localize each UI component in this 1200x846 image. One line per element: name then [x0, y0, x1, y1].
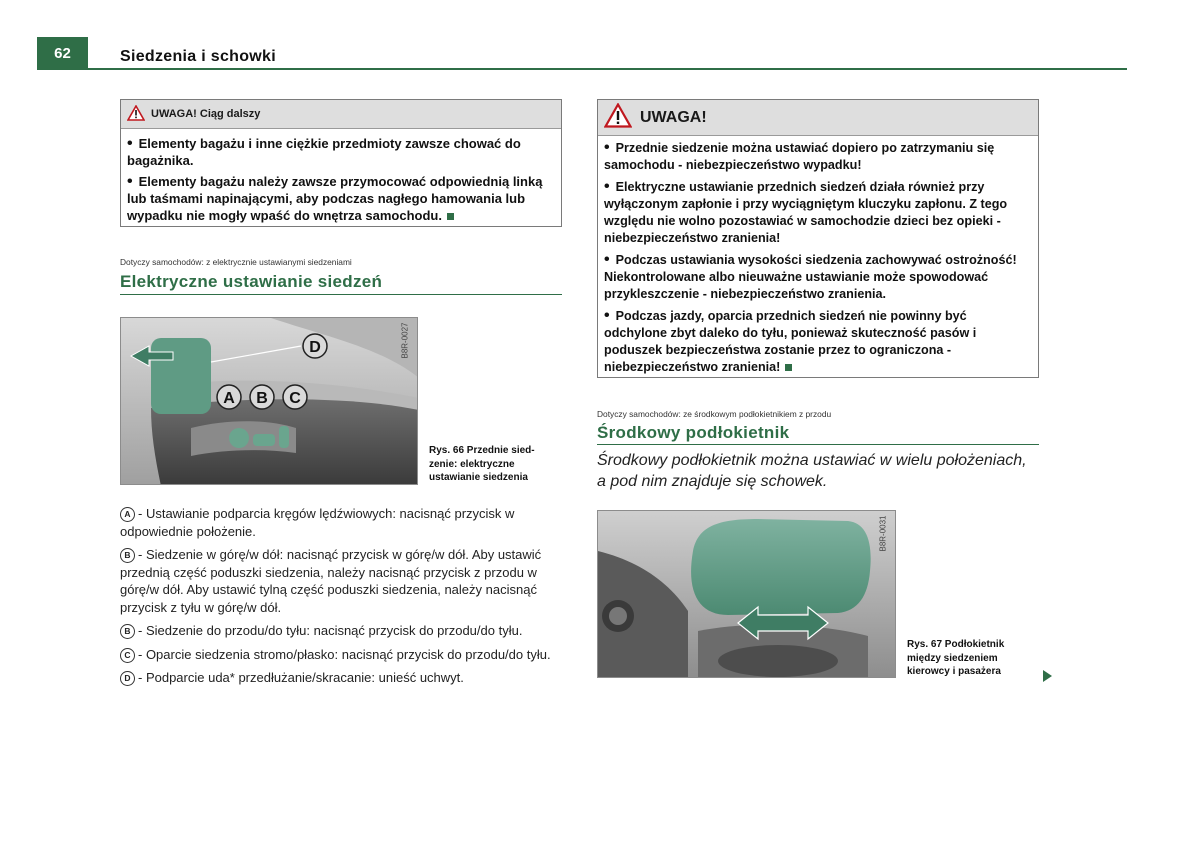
callout-a: A [223, 390, 235, 407]
figure-caption: Rys. 67 Podłokietnik między siedzeniem kierowcy i pasażera [907, 639, 1005, 677]
end-marker-icon [447, 213, 454, 220]
figure-code: B8R-0031 [878, 515, 888, 552]
warning-item: • Przednie siedzenie można ustawiać dopiero po zatrzymaniu się samochodu - niebezpieczeństwo wypadku! [604, 139, 995, 172]
warning-item: • Elektryczne ustawianie przednich siedzeń działa również przy wyłączonym zapłonie i przy wyciągniętym kluczyku zapłonu. Z tego względu nie wolno pozostawiać w samochodzie dzieci bez opieki - niebezpieczeństwo zranienia! [604, 178, 1008, 245]
key-b-icon: B [120, 548, 135, 563]
warning-item: • Podczas jazdy, oparcia przednich siedzeń nie powinny być odchylone zbyt daleko do tyłu, ponieważ skuteczność pasów i poduszek bezpieczeństwa zostanie przez to ograniczona - niebezpieczeństwo zranienia! [604, 307, 977, 374]
warning-box-main [597, 99, 1039, 378]
description-item: B - Siedzenie w górę/w dół: nacisnąć przycisk w górę/w dół. Aby ustawić przednią część poduszki siedzenia, należy nacisnąć przycisk z przodu w górę/w dół. Aby ustawić tylną część poduszki siedzenia, należy nacisnąć przycisk z tyłu w górę/w dół. [120, 547, 542, 615]
section-title-electric-seats: Elektryczne ustawianie siedzeń [120, 272, 383, 291]
seat-illustration [121, 318, 418, 485]
page-title: Siedzenia i schowki [120, 48, 276, 65]
description-item: D - Podparcie uda* przedłużanie/skracanie: unieść uchwyt. [120, 669, 560, 687]
figure-seat-controls [120, 317, 418, 485]
applies-to-note: Dotyczy samochodów: z elektrycznie ustawianymi siedzeniami [120, 257, 352, 267]
header-divider [88, 68, 1127, 70]
description-item: C - Oparcie siedzenia stromo/płasko: nacisnąć przycisk do przodu/do tyłu. [120, 646, 560, 664]
figure-armrest [597, 510, 896, 678]
description-list [120, 505, 560, 687]
figure-caption: Rys. 66 Przednie sied- zenie: elektryczne ustawianie siedzenia [429, 445, 535, 483]
callout-b: B [256, 390, 268, 407]
warning-header [598, 100, 1038, 136]
section-intro: Środkowy podłokietnik można ustawiać w wielu położeniach, a pod nim znajduje się schowek. [597, 452, 1027, 490]
callout-d: D [309, 339, 321, 356]
applies-to-note: Dotyczy samochodów: ze środkowym podłokietnikiem z przodu [597, 409, 832, 419]
warning-title: UWAGA! Ciąg dalszy [151, 108, 261, 120]
section-title-armrest: Środkowy podłokietnik [597, 423, 790, 442]
section-divider [597, 444, 1039, 445]
warning-item: • Elementy bagażu i inne ciężkie przedmioty zawsze chować do bagażnika. [127, 135, 521, 168]
key-d-icon: D [120, 671, 135, 686]
armrest-illustration [598, 511, 896, 678]
warning-title: UWAGA! [640, 108, 707, 126]
page-number: 62 [37, 37, 88, 70]
description-item: A - Ustawianie podparcia kręgów lędźwiowych: nacisnąć przycisk w odpowiednie położenie. [120, 506, 515, 539]
warning-item: • Elementy bagażu należy zawsze przymocować odpowiednią linką lub taśmami napinającymi, aby podczas nagłego hamowania lub wypadku nie mogły wpaść do wnętrza samochodu. [127, 173, 543, 223]
warning-header [121, 100, 561, 129]
figure-code: B8R-0027 [400, 322, 410, 359]
callout-c: C [289, 390, 301, 407]
end-marker-icon [785, 364, 792, 371]
warning-triangle-icon [604, 103, 632, 133]
key-a-icon: A [120, 507, 135, 522]
description-item: B - Siedzenie do przodu/do tyłu: nacisnąć przycisk do przodu/do tyłu. [120, 622, 560, 640]
warning-item: • Podczas ustawiania wysokości siedzenia zachowywać ostrożność! Niekontrolowane albo nieuważne ustawianie może spowodować przykleszczenie - niebezpieczeństwo zranienia. [604, 251, 1017, 301]
section-divider [120, 294, 562, 295]
warning-box-continued [120, 99, 562, 227]
continue-arrow-icon [1043, 670, 1052, 682]
key-b-icon: B [120, 624, 135, 639]
warning-triangle-icon [127, 105, 145, 124]
key-c-icon: C [120, 648, 135, 663]
